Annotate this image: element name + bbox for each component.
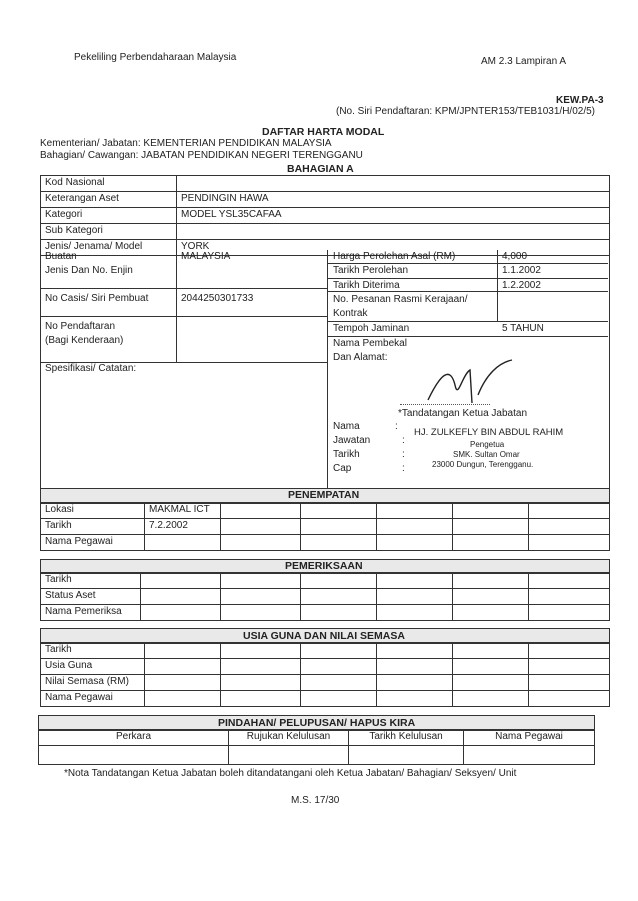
table-row [41, 675, 610, 691]
row-label: Status Aset [41, 589, 141, 605]
divider [327, 336, 608, 337]
signature-mark [420, 355, 530, 410]
pembekal-label: Nama Pembekal [333, 338, 407, 349]
divider [327, 250, 328, 488]
casis-value: 2044250301733 [181, 293, 254, 304]
value-cell [177, 224, 610, 240]
table-row [41, 503, 610, 519]
column-header: Rujukan Kelulusan [229, 730, 349, 746]
pemeriksaan-heading: PEMERIKSAAN [285, 560, 363, 572]
value-cell: MODEL YSL35CAFAA [177, 208, 610, 224]
tarikh-perolehan-value: 1.1.2002 [502, 265, 541, 276]
label-cell: Jenis/ Jenama/ Model [41, 240, 177, 256]
jaminan-value: 5 TAHUN [502, 323, 544, 334]
value-cell [177, 176, 610, 192]
stamp-address: 23000 Dungun, Terengganu. [432, 460, 534, 469]
buatan-value: MALAYSIA [181, 251, 231, 262]
table-row [41, 605, 610, 621]
value-cell: PENDINGIN HAWA [177, 192, 610, 208]
part-a-heading: BAHAGIAN A [287, 163, 354, 175]
jaminan-label: Tempoh Jaminan [333, 323, 410, 334]
footnote: *Nota Tandatangan Ketua Jabatan boleh ditandatangani oleh Ketua Jabatan/ Bahagian/ Seksyen/ Unit [64, 768, 517, 779]
label-cell: Keterangan Aset [41, 192, 177, 208]
table-row [39, 730, 595, 746]
row-value: MAKMAL ICT [145, 503, 221, 519]
ministry-line: Kementerian/ Jabatan: KEMENTERIAN PENDIDIKAN MALAYSIA [40, 138, 332, 149]
pindahan-table [38, 729, 595, 765]
divider [176, 250, 177, 363]
department-line: Bahagian/ Cawangan: JABATAN PENDIDIKAN NEGERI TERENGGANU [40, 150, 363, 161]
spesifikasi-label: Spesifikasi/ Catatan: [45, 363, 137, 374]
divider [327, 291, 608, 292]
row-label: Tarikh [41, 519, 145, 535]
tarikh-label: Tarikh [333, 449, 360, 460]
harga-label: Harga Perolehan Asal (RM) [333, 251, 456, 262]
header-right: AM 2.3 Lampiran A [481, 56, 567, 67]
header-left: Pekeliling Perbendaharaan Malaysia [74, 52, 237, 63]
column-header: Perkara [39, 730, 229, 746]
pendaftaran-sub: (Bagi Kenderaan) [45, 335, 124, 346]
jawatan-label: Jawatan [333, 435, 371, 446]
table-row [41, 208, 610, 224]
table-row [41, 224, 610, 240]
column-header: Nama Pegawai [464, 730, 595, 746]
column-header: Tarikh Kelulusan [349, 730, 464, 746]
table-row [41, 535, 610, 551]
usia-table [40, 642, 610, 707]
pesanan-label: No. Pesanan Rasmi Kerajaan/ [333, 294, 468, 305]
pindahan-heading: PINDAHAN/ PELUPUSAN/ HAPUS KIRA [218, 717, 416, 729]
divider [327, 321, 608, 322]
signature-line [400, 404, 490, 405]
divider [40, 316, 327, 317]
part-a-top-table [40, 175, 610, 256]
tarikh-diterima-value: 1.2.2002 [502, 280, 541, 291]
row-label: Usia Guna [41, 659, 145, 675]
row-label: Nama Pegawai [41, 535, 145, 551]
table-row [41, 589, 610, 605]
row-label: Lokasi [41, 503, 145, 519]
table-row [41, 573, 610, 589]
row-label: Tarikh [41, 573, 141, 589]
form-code: KEW.PA-3 [556, 95, 604, 106]
nama-label: Nama [333, 421, 360, 432]
penempatan-table [40, 502, 610, 551]
table-row [41, 519, 610, 535]
divider [40, 288, 327, 289]
divider [497, 250, 498, 322]
row-label: Nama Pemeriksa [41, 605, 141, 621]
row-label: Nama Pegawai [41, 691, 145, 707]
pesanan-label-2: Kontrak [333, 308, 368, 319]
table-row [41, 643, 610, 659]
table-row [41, 192, 610, 208]
table-row [39, 746, 595, 765]
penempatan-heading: PENEMPATAN [288, 489, 360, 501]
row-label: Tarikh [41, 643, 145, 659]
stamp-title: Pengetua [470, 440, 505, 449]
stamp-name: HJ. ZULKEFLY BIN ABDUL RAHIM [414, 427, 564, 438]
enjin-label: Jenis Dan No. Enjin [45, 265, 133, 276]
label-cell: Kod Nasional [41, 176, 177, 192]
table-row [41, 176, 610, 192]
tarikh-perolehan-label: Tarikh Perolehan [333, 265, 409, 276]
stamp-school: SMK. Sultan Omar [453, 450, 520, 459]
tarikh-diterima-label: Tarikh Diterima [333, 280, 400, 291]
label-cell: Sub Kategori [41, 224, 177, 240]
serial-number: (No. Siri Pendaftaran: KPM/JPNTER153/TEB1031/H/02/5) [336, 106, 596, 117]
usia-heading: USIA GUNA DAN NILAI SEMASA [243, 630, 405, 642]
pendaftaran-label: No Pendaftaran [45, 321, 116, 332]
label-cell: Kategori [41, 208, 177, 224]
casis-label: No Casis/ Siri Pembuat [45, 293, 149, 304]
divider [327, 263, 608, 264]
pemeriksaan-table [40, 572, 610, 621]
table-row [41, 659, 610, 675]
row-value: 7.2.2002 [145, 519, 221, 535]
divider [327, 278, 608, 279]
buatan-label: Buatan [45, 251, 77, 262]
cap-label: Cap [333, 463, 352, 474]
row-value [145, 535, 221, 551]
page-title: DAFTAR HARTA MODAL [262, 126, 385, 138]
value-cell: YORK [177, 240, 610, 256]
row-label: Nilai Semasa (RM) [41, 675, 145, 691]
table-row [41, 691, 610, 707]
harga-value: 4,000 [502, 251, 528, 262]
pembekal-label-2: Dan Alamat: [333, 352, 388, 363]
signature-caption: *Tandatangan Ketua Jabatan [398, 408, 527, 419]
page-reference: M.S. 17/30 [291, 795, 340, 806]
